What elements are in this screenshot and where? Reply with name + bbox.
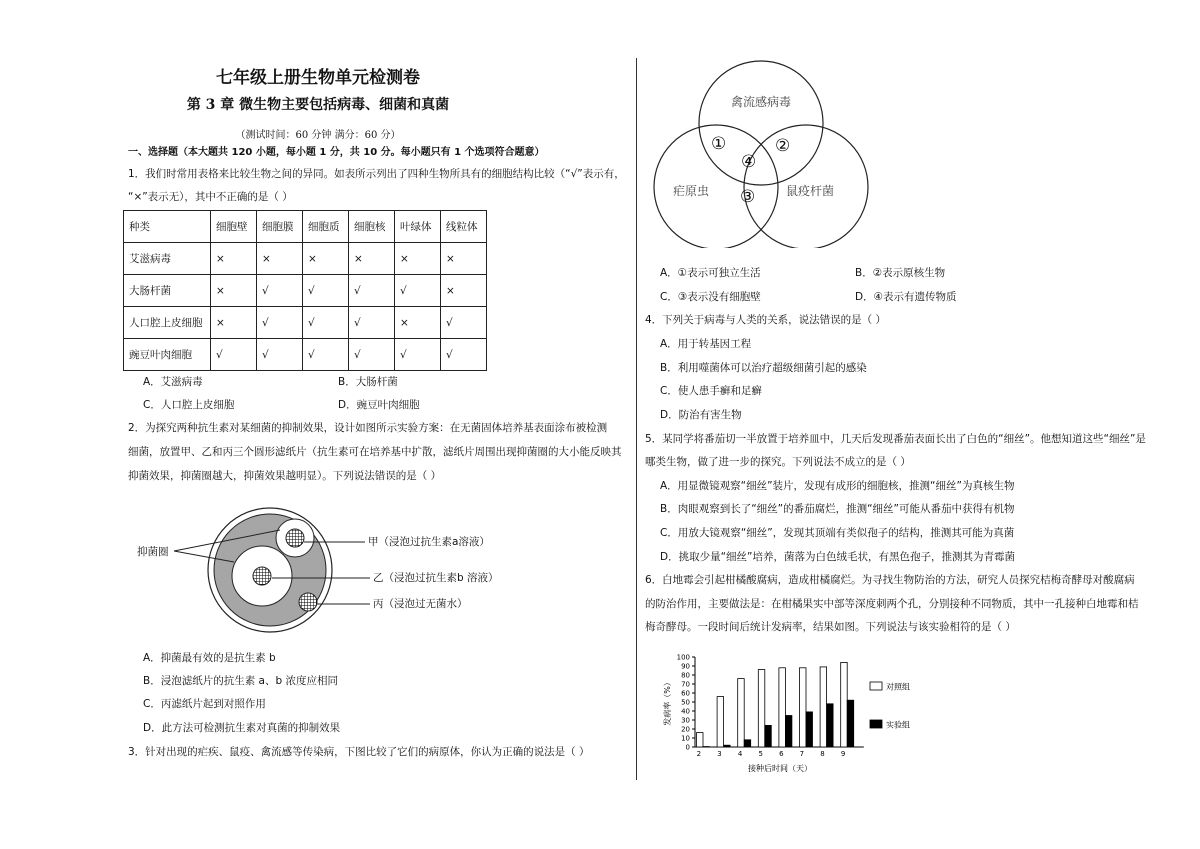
venn-region-4: ④ <box>741 152 757 172</box>
y-tick-label: 80 <box>681 671 690 680</box>
table-row <box>124 243 487 275</box>
table-cell: × <box>257 243 303 275</box>
q5-option-a[interactable]: A．用显微镜观察“细丝”装片，发现有成形的细胞核，推测“细丝”为真核生物 <box>660 480 1015 492</box>
q2-option-d[interactable]: D．此方法可检测抗生素对真菌的抑制效果 <box>143 722 341 734</box>
q4-option-c[interactable]: C．使人患手癣和足癣 <box>660 385 762 397</box>
table-header-cell: 细胞质 <box>303 211 349 243</box>
q3-option-c[interactable]: C．③表示没有细胞壁 <box>660 291 761 303</box>
legend-label: 对照组 <box>886 682 910 692</box>
bar-experiment <box>847 700 854 747</box>
q2-stem-line2: 细菌，放置甲、乙和丙三个圆形滤纸片（抗生素可在培养基中扩散，滤纸片周围出现抑菌圈的大小能反映其 <box>128 446 622 458</box>
bar-experiment <box>703 746 710 747</box>
q4-stem: 4．下列关于病毒与人类的关系，说法错误的是（ ） <box>645 314 887 326</box>
table-cell: √ <box>303 307 349 339</box>
y-tick-label: 10 <box>681 734 690 743</box>
q5-option-d[interactable]: D．挑取少量“细丝”培养，菌落为白色绒毛状，有黑色孢子，推测其为青霉菌 <box>660 551 1015 563</box>
y-tick-label: 60 <box>681 689 690 698</box>
table-cell: 大肠杆菌 <box>124 275 211 307</box>
table-cell: √ <box>257 275 303 307</box>
table-cell: √ <box>395 339 441 371</box>
filter-paper-jia <box>286 529 304 547</box>
q1-stem-line2: “×”表示无），其中不正确的是（ ） <box>128 191 293 203</box>
chapter-subtitle: 第 3 章 微生物主要包括病毒、细菌和真菌 <box>186 97 450 113</box>
table-cell: √ <box>257 307 303 339</box>
y-tick-label: 40 <box>681 707 690 716</box>
venn-region-3: ③ <box>740 187 756 207</box>
venn-label-top: 禽流感病毒 <box>731 95 792 109</box>
x-tick-label: 5 <box>758 750 763 758</box>
column-divider <box>636 58 637 780</box>
y-tick-label: 90 <box>681 662 690 671</box>
table-cell: × <box>349 243 395 275</box>
q5-stem-line1: 5．某同学将番茄切一半放置于培养皿中，几天后发现番茄表面长出了白色的“细丝”。他想知道这些“细丝”是 <box>645 433 1146 445</box>
bar-experiment <box>765 725 772 747</box>
x-tick-label: 6 <box>779 750 784 758</box>
venn-diagram <box>648 58 888 248</box>
table-cell: √ <box>395 275 441 307</box>
q4-option-d[interactable]: D．防治有害生物 <box>660 409 742 421</box>
q2-stem-line1: 2．为探究两种抗生素对某细菌的抑制效果，设计如图所示实验方案：在无菌固体培养基表面涂布被检测 <box>128 422 608 434</box>
q3-option-a[interactable]: A．①表示可独立生活 <box>660 267 761 279</box>
y-tick-label: 20 <box>681 725 690 734</box>
legend-swatch <box>870 720 882 728</box>
bar-experiment <box>744 740 751 747</box>
legend-swatch <box>870 682 882 690</box>
table-cell: × <box>303 243 349 275</box>
label-yi: 乙（浸泡过抗生素b 溶液） <box>373 572 499 584</box>
table-cell: × <box>211 243 257 275</box>
q1-option-d[interactable]: D．豌豆叶肉细胞 <box>338 399 420 411</box>
x-tick-label: 8 <box>820 750 825 758</box>
x-tick-label: 3 <box>717 750 722 758</box>
q4-option-b[interactable]: B．利用噬菌体可以治疗超级细菌引起的感染 <box>660 362 867 374</box>
bar-experiment <box>785 716 792 748</box>
table-cell: √ <box>303 275 349 307</box>
table-row <box>124 339 487 371</box>
bar-control <box>758 670 765 747</box>
table-cell: √ <box>211 339 257 371</box>
bar-experiment <box>806 712 813 747</box>
venn-label-left: 疟原虫 <box>673 184 710 198</box>
q1-option-a[interactable]: A．艾滋病毒 <box>143 376 203 388</box>
x-tick-label: 4 <box>737 750 743 758</box>
table-cell: × <box>441 243 487 275</box>
q1-option-c[interactable]: C．人口腔上皮细胞 <box>143 399 235 411</box>
table-cell: × <box>211 307 257 339</box>
table-cell: × <box>211 275 257 307</box>
bar-experiment <box>827 704 834 747</box>
table-cell: × <box>395 243 441 275</box>
petri-dish-diagram <box>130 500 380 640</box>
section-heading: 一、选择题（本大题共 120 小题，每小题 1 分，共 10 分。每小题只有 1 个选项符合题意） <box>128 147 545 158</box>
label-inhibition-zone: 抑菌圈 <box>137 546 169 558</box>
bar-control <box>738 679 745 747</box>
q6-stem-line1: 6．白地霉会引起柑橘酸腐病，造成柑橘腐烂。为寻找生物防治的方法，研究人员探究桔梅奇酵母对酸腐病 <box>645 574 1135 586</box>
q4-option-a[interactable]: A．用于转基因工程 <box>660 338 752 350</box>
q5-option-b[interactable]: B．肉眼观察到长了“细丝”的番茄腐烂，推测“细丝”可能从番茄中获得有机物 <box>660 503 1015 515</box>
incidence-bar-chart <box>660 648 960 778</box>
table-header-cell: 细胞核 <box>349 211 395 243</box>
bar-control <box>841 662 848 747</box>
table-header-cell: 细胞膜 <box>257 211 303 243</box>
table-cell: 人口腔上皮细胞 <box>124 307 211 339</box>
table-cell: 艾滋病毒 <box>124 243 211 275</box>
filter-paper-bing <box>299 593 317 611</box>
y-tick-label: 30 <box>681 716 690 725</box>
q1-option-b[interactable]: B．大肠杆菌 <box>338 376 398 388</box>
bar-control <box>717 697 724 747</box>
page-title: 七年级上册生物单元检测卷 <box>216 68 420 88</box>
table-header-row <box>124 211 487 243</box>
cell-structure-table <box>123 210 487 371</box>
table-header-cell: 叶绿体 <box>395 211 441 243</box>
table-cell: √ <box>349 307 395 339</box>
q2-option-c[interactable]: C．丙滤纸片起到对照作用 <box>143 698 266 710</box>
venn-region-1: ① <box>711 134 727 154</box>
bar-control <box>779 668 786 747</box>
bar-experiment <box>724 745 731 747</box>
table-row <box>124 275 487 307</box>
table-cell: × <box>441 275 487 307</box>
label-bing: 丙（浸泡过无菌水） <box>373 598 468 610</box>
y-tick-label: 0 <box>685 743 690 752</box>
table-cell: 豌豆叶肉细胞 <box>124 339 211 371</box>
filter-paper-yi <box>253 567 271 585</box>
bar-control <box>800 668 807 747</box>
table-cell: √ <box>257 339 303 371</box>
x-axis-label: 接种后时间（天） <box>748 764 812 773</box>
table-cell: √ <box>303 339 349 371</box>
q3-stem: 3．针对出现的疟疾、鼠疫、禽流感等传染病，下图比较了它们的病原体，你认为正确的说法是（ ） <box>128 746 590 758</box>
table-header-cell: 细胞壁 <box>211 211 257 243</box>
q3-option-b[interactable]: B．②表示原核生物 <box>855 267 946 279</box>
q3-option-d[interactable]: D．④表示有遗传物质 <box>855 291 957 303</box>
table-cell: √ <box>441 307 487 339</box>
venn-label-right: 鼠疫杆菌 <box>786 184 835 198</box>
q1-stem-line1: 1．我们时常用表格来比较生物之间的异同。如表所示列出了四种生物所具有的细胞结构比较（“√”表示有， <box>128 168 625 180</box>
y-tick-label: 70 <box>681 680 690 689</box>
bar-control <box>820 667 827 747</box>
table-row <box>124 307 487 339</box>
table-cell: √ <box>441 339 487 371</box>
venn-circle-top <box>699 61 823 185</box>
x-tick-label: 9 <box>840 750 846 758</box>
q6-stem-line2: 的防治作用，主要做法是：在柑橘果实中部等深度刺两个孔，分别接种不同物质，其中一孔接种白地霉和桔 <box>645 598 1139 610</box>
table-header-cell: 种类 <box>124 211 211 243</box>
y-tick-label: 50 <box>681 698 690 707</box>
q6-stem-line3: 梅奇酵母。一段时间后统计发病率，结果如图。下列说法与该实验相符的是（ ） <box>645 621 1016 633</box>
table-cell: × <box>395 307 441 339</box>
table-cell: √ <box>349 275 395 307</box>
legend-label: 实验组 <box>886 720 910 730</box>
q2-stem-line3: 抑菌效果，抑菌圈越大，抑菌效果越明显）。下列说法错误的是（ ） <box>128 470 442 482</box>
q2-option-a[interactable]: A．抑菌最有效的是抗生素 b <box>143 652 276 664</box>
table-header-cell: 线粒体 <box>441 211 487 243</box>
x-tick-label: 2 <box>696 750 702 758</box>
q2-option-b[interactable]: B．浸泡滤纸片的抗生素 a、b 浓度应相同 <box>143 675 338 687</box>
x-tick-label: 7 <box>799 750 805 758</box>
q5-option-c[interactable]: C．用放大镜观察“细丝”，发现其顶端有类似孢子的结构，推测其可能为真菌 <box>660 527 1015 539</box>
y-tick-label: 100 <box>676 653 690 662</box>
bar-control <box>697 733 704 747</box>
exam-meta: （测试时间：60 分钟 满分：60 分） <box>235 130 401 141</box>
table-cell: √ <box>349 339 395 371</box>
y-axis-label: 发病率（%） <box>663 678 672 726</box>
label-jia: 甲（浸泡过抗生素a溶液） <box>368 536 490 548</box>
venn-region-2: ② <box>775 136 791 156</box>
q5-stem-line2: 哪类生物，做了进一步的探究。下列说法不成立的是（ ） <box>645 456 911 468</box>
